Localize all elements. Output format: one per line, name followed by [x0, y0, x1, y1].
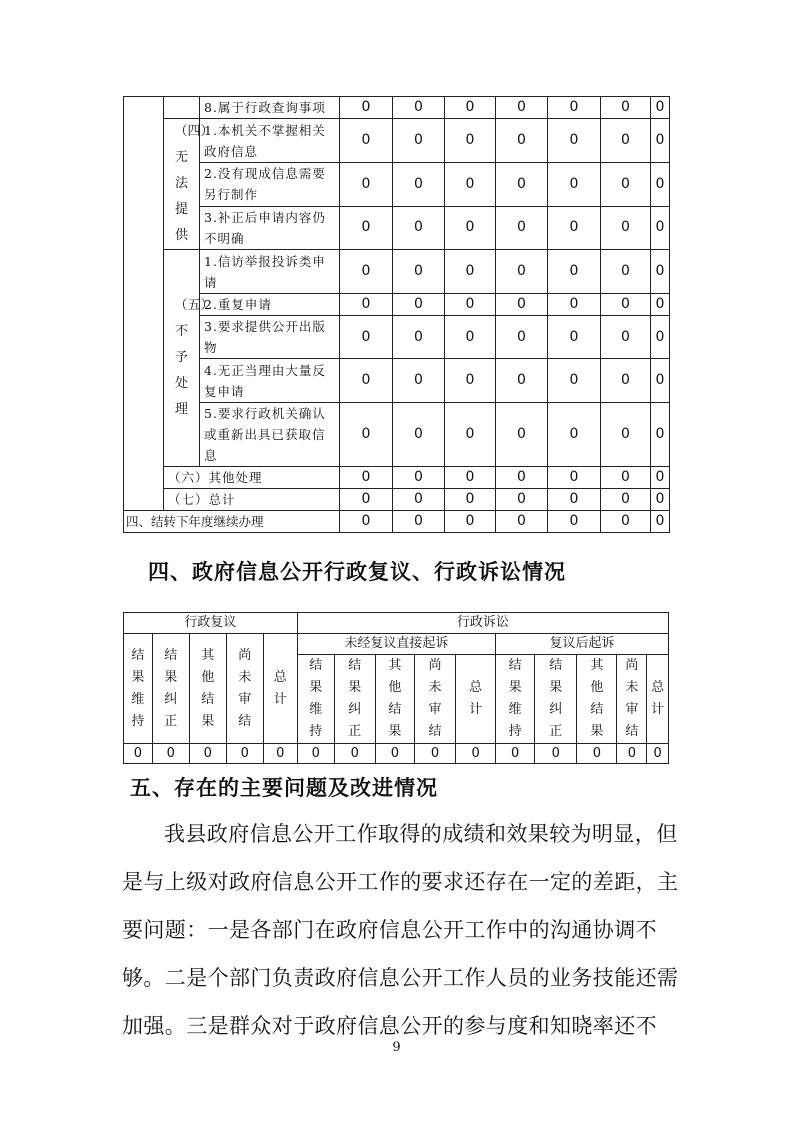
- value-cell: 0: [601, 97, 651, 119]
- column-header-text: 结果维持: [309, 658, 323, 739]
- value-cell: 0: [393, 489, 445, 511]
- paragraph-line: 够。二是个部门负责政府信息公开工作人员的业务技能还需: [122, 966, 679, 990]
- value-cell: 0: [548, 97, 601, 119]
- value-cell: 0: [601, 403, 651, 467]
- column-header-text: 结果纠正: [164, 647, 178, 729]
- value-cell: 0: [414, 744, 455, 764]
- value-cell: 0: [393, 97, 445, 119]
- value-cell: 0: [496, 316, 548, 359]
- value-cell: 0: [445, 359, 496, 403]
- page-number: 9: [392, 1040, 401, 1055]
- value-cell: 0: [340, 97, 393, 119]
- column-header: [124, 634, 153, 744]
- column-header-text: 其他结果: [388, 658, 402, 739]
- value-cell: 0: [340, 316, 393, 359]
- value-cell: 0: [496, 511, 548, 533]
- value-cell: 0: [651, 294, 670, 316]
- litigation-header: 行政诉讼: [297, 613, 668, 634]
- value-cell: 0: [445, 163, 496, 206]
- group-label-text: （四）无法提供: [174, 124, 214, 243]
- value-cell: 0: [651, 403, 670, 467]
- group-label-no-processing: [164, 250, 214, 467]
- value-cell: 0: [393, 467, 445, 489]
- column-header-text: 其他结果: [201, 647, 215, 729]
- value-cell: 0: [548, 294, 601, 316]
- column-header: [226, 634, 263, 744]
- value-cell: 0: [651, 97, 670, 119]
- table-cell: [164, 97, 200, 119]
- table-row: [124, 163, 670, 206]
- value-cell: 0: [651, 359, 670, 403]
- column-header: [535, 655, 577, 744]
- table-row: [124, 744, 669, 764]
- column-header-text: 总计: [469, 680, 483, 717]
- value-cell: 0: [651, 163, 670, 206]
- value-cell: 0: [226, 744, 263, 764]
- row-label: 3.要求提供公开出版物: [200, 316, 340, 359]
- after-review-litigation-header: 复议后起诉: [496, 634, 669, 655]
- value-cell: 0: [340, 489, 393, 511]
- value-cell: 0: [496, 489, 548, 511]
- value-cell: 0: [601, 163, 651, 206]
- value-cell: 0: [535, 744, 577, 764]
- value-cell: 0: [601, 511, 651, 533]
- column-header-text: 尚未审结: [625, 658, 639, 739]
- value-cell: 0: [152, 744, 189, 764]
- column-header-text: 尚未审结: [428, 658, 442, 739]
- value-cell: 0: [601, 294, 651, 316]
- value-cell: 0: [651, 316, 670, 359]
- row-label: 5.要求行政机关确认或重新出具已获取信息: [200, 403, 340, 467]
- value-cell: 0: [548, 489, 601, 511]
- column-header: [334, 655, 375, 744]
- table-row: [124, 634, 669, 655]
- column-header-text: 结果纠正: [348, 658, 362, 739]
- value-cell: 0: [263, 744, 297, 764]
- value-cell: 0: [393, 403, 445, 467]
- value-cell: 0: [340, 163, 393, 206]
- value-cell: 0: [456, 744, 496, 764]
- value-cell: 0: [393, 206, 445, 249]
- value-cell: 0: [548, 511, 601, 533]
- value-cell: 0: [445, 206, 496, 249]
- table-row: [124, 403, 670, 467]
- column-header: [189, 634, 226, 744]
- value-cell: 0: [445, 316, 496, 359]
- value-cell: 0: [340, 467, 393, 489]
- value-cell: 0: [548, 316, 601, 359]
- value-cell: 0: [393, 316, 445, 359]
- value-cell: 0: [393, 511, 445, 533]
- value-cell: 0: [340, 250, 393, 294]
- value-cell: 0: [496, 119, 548, 163]
- value-cell: 0: [445, 294, 496, 316]
- value-cell: 0: [496, 359, 548, 403]
- value-cell: 0: [445, 250, 496, 294]
- value-cell: 0: [375, 744, 414, 764]
- value-cell: 0: [651, 467, 670, 489]
- row-label: 1.本机关不掌握相关政府信息: [200, 119, 340, 163]
- column-header: [456, 655, 496, 744]
- column-header: [577, 655, 617, 744]
- section-heading: 四、政府信息公开行政复议、行政诉讼情况: [148, 559, 566, 584]
- column-header-text: 结果维持: [131, 647, 145, 729]
- value-cell: 0: [334, 744, 375, 764]
- table-row: [124, 119, 670, 163]
- value-cell: 0: [548, 467, 601, 489]
- value-cell: 0: [548, 250, 601, 294]
- section-heading: 五、存在的主要问题及改进情况: [130, 775, 438, 800]
- row-label: 1.信访举报投诉类申请: [200, 250, 340, 294]
- column-header-text: 总计: [273, 669, 287, 707]
- column-header: [496, 655, 535, 744]
- table-row: [124, 294, 670, 316]
- value-cell: 0: [651, 206, 670, 249]
- value-cell: 0: [651, 511, 670, 533]
- table-row: [124, 511, 670, 533]
- value-cell: 0: [601, 316, 651, 359]
- value-cell: 0: [445, 467, 496, 489]
- value-cell: 0: [577, 744, 617, 764]
- review-litigation-table: [123, 612, 669, 764]
- value-cell: 0: [651, 489, 670, 511]
- column-header-text: 结果维持: [508, 658, 522, 739]
- value-cell: 0: [548, 119, 601, 163]
- table-row: [124, 613, 669, 634]
- table-row: [124, 316, 670, 359]
- column-header: [152, 634, 189, 744]
- paragraph-line: 是与上级对政府信息公开工作的要求还存在一定的差距，主: [122, 870, 679, 894]
- column-header-text: 结果纠正: [549, 658, 563, 739]
- group-label-text: （五）不予处理: [174, 298, 214, 417]
- row-label: （六）其他处理: [164, 467, 340, 489]
- table-row: [124, 489, 670, 511]
- row-label: 2.重复申请: [200, 294, 340, 316]
- value-cell: 0: [340, 206, 393, 249]
- value-cell: 0: [496, 403, 548, 467]
- value-cell: 0: [601, 489, 651, 511]
- value-cell: 0: [548, 359, 601, 403]
- value-cell: 0: [445, 97, 496, 119]
- value-cell: 0: [445, 489, 496, 511]
- value-cell: 0: [340, 294, 393, 316]
- column-header-text: 尚未审结: [238, 647, 252, 729]
- column-header: [263, 634, 297, 744]
- column-header: [647, 655, 669, 744]
- column-header: [414, 655, 455, 744]
- value-cell: 0: [496, 250, 548, 294]
- value-cell: 0: [124, 744, 153, 764]
- value-cell: 0: [496, 206, 548, 249]
- table-row: [124, 250, 670, 294]
- value-cell: 0: [601, 250, 651, 294]
- table-row: [124, 359, 670, 403]
- review-header: 行政复议: [124, 613, 298, 634]
- value-cell: 0: [393, 163, 445, 206]
- value-cell: 0: [548, 403, 601, 467]
- value-cell: 0: [647, 744, 669, 764]
- value-cell: 0: [445, 511, 496, 533]
- value-cell: 0: [496, 744, 535, 764]
- column-header-text: 总计: [651, 680, 665, 717]
- column-header: [617, 655, 647, 744]
- application-handling-table: [123, 96, 670, 533]
- table-row: [124, 206, 670, 249]
- value-cell: 0: [340, 359, 393, 403]
- row-label: 4.无正当理由大量反复申请: [200, 359, 340, 403]
- value-cell: 0: [496, 294, 548, 316]
- value-cell: 0: [445, 119, 496, 163]
- value-cell: 0: [340, 511, 393, 533]
- value-cell: 0: [393, 359, 445, 403]
- row-label: 3.补正后申请内容仍不明确: [200, 206, 340, 249]
- column-header: [375, 655, 414, 744]
- column-header-text: 其他结果: [590, 658, 604, 739]
- row-label: （七）总计: [164, 489, 340, 511]
- value-cell: 0: [189, 744, 226, 764]
- value-cell: 0: [601, 119, 651, 163]
- value-cell: 0: [340, 119, 393, 163]
- group-label-cannot-provide: [164, 119, 214, 250]
- value-cell: 0: [651, 250, 670, 294]
- table-cell: [124, 97, 164, 511]
- value-cell: 0: [548, 206, 601, 249]
- paragraph-line: 要问题：一是各部门在政府信息公开工作中的沟通协调不: [122, 918, 657, 942]
- value-cell: 0: [601, 206, 651, 249]
- value-cell: 0: [340, 403, 393, 467]
- paragraph-line: 我县政府信息公开工作取得的成绩和效果较为明显，但: [164, 822, 678, 846]
- value-cell: 0: [601, 359, 651, 403]
- value-cell: 0: [548, 163, 601, 206]
- value-cell: 0: [393, 119, 445, 163]
- value-cell: 0: [496, 97, 548, 119]
- value-cell: 0: [496, 163, 548, 206]
- paragraph-line: 加强。三是群众对于政府信息公开的参与度和知晓率还不: [122, 1014, 657, 1038]
- value-cell: 0: [601, 467, 651, 489]
- value-cell: 0: [496, 467, 548, 489]
- row-label: 四、结转下年度继续办理: [124, 511, 340, 533]
- value-cell: 0: [651, 119, 670, 163]
- table-row: [124, 97, 670, 119]
- direct-litigation-header: 未经复议直接起诉: [297, 634, 495, 655]
- row-label: 2.没有现成信息需要另行制作: [200, 163, 340, 206]
- table-row: [124, 467, 670, 489]
- value-cell: 0: [393, 250, 445, 294]
- value-cell: 0: [617, 744, 647, 764]
- value-cell: 0: [393, 294, 445, 316]
- value-cell: 0: [297, 744, 334, 764]
- column-header: [297, 655, 334, 744]
- value-cell: 0: [445, 403, 496, 467]
- row-label: 8.属于行政查询事项: [200, 97, 340, 119]
